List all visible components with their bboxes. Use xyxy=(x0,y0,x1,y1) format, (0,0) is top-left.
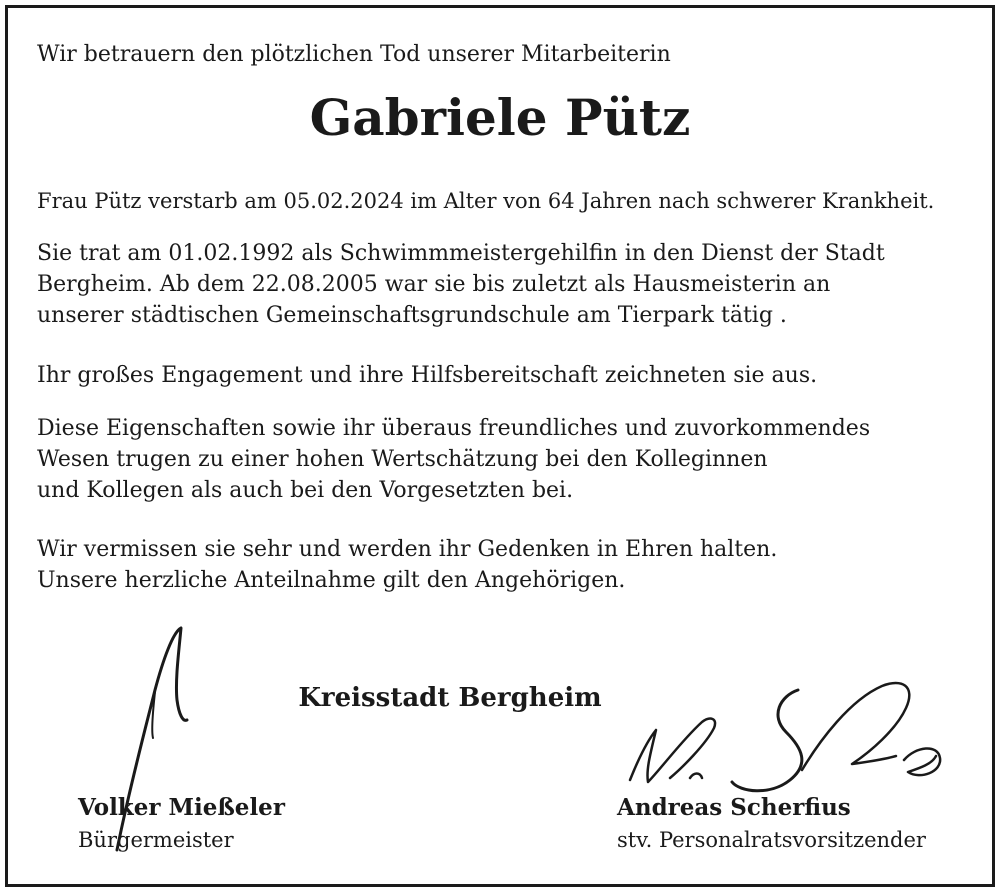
paragraph-line: Unsere herzliche Anteilnahme gilt den Angehörigen. xyxy=(37,568,626,593)
deceased-name: Gabriele Pütz xyxy=(309,88,691,147)
signer-name: Andreas Scherfius xyxy=(617,794,851,821)
paragraph-career xyxy=(37,238,885,331)
intro-text: Wir betrauern den plötzlichen Tod unserer Mitarbeiterin xyxy=(37,42,671,67)
paragraph-engagement xyxy=(37,360,817,391)
paragraph-line: Wir vermissen sie sehr und werden ihr Gedenken in Ehren halten. xyxy=(37,537,778,562)
signer-mayor xyxy=(78,792,285,856)
paragraph-death xyxy=(37,186,934,217)
paragraph-line: Bergheim. Ab dem 22.08.2005 war sie bis zuletzt als Hausmeisterin an xyxy=(37,272,831,297)
paragraph-line: und Kollegen als auch bei den Vorgesetzten bei. xyxy=(37,478,574,503)
paragraph-line: Ihr großes Engagement und ihre Hilfsbereitschaft zeichneten sie aus. xyxy=(37,363,818,388)
signer-role: stv. Personalratsvorsitzender xyxy=(617,828,926,852)
paragraph-condolence xyxy=(37,534,777,596)
paragraph-line: Frau Pütz verstarb am 05.02.2024 im Alter von 64 Jahren nach schwerer Krankheit. xyxy=(37,189,935,213)
organization-name: Kreisstadt Bergheim xyxy=(298,683,602,713)
signer-staff-council xyxy=(617,792,926,856)
paragraph-line: unserer städtischen Gemeinschaftsgrundschule am Tierpark tätig . xyxy=(37,303,787,328)
paragraph-line: Diese Eigenschaften sowie ihr überaus freundliches und zuvorkommendes xyxy=(37,416,871,441)
paragraph-line: Wesen trugen zu einer hohen Wertschätzung bei den Kolleginnen xyxy=(37,447,768,472)
paragraph-line: Sie trat am 01.02.1992 als Schwimmmeistergehilfin in den Dienst der Stadt xyxy=(37,241,885,266)
signer-role: Bürgermeister xyxy=(78,828,234,852)
paragraph-qualities xyxy=(37,413,870,506)
signer-name: Volker Mießeler xyxy=(78,794,285,821)
